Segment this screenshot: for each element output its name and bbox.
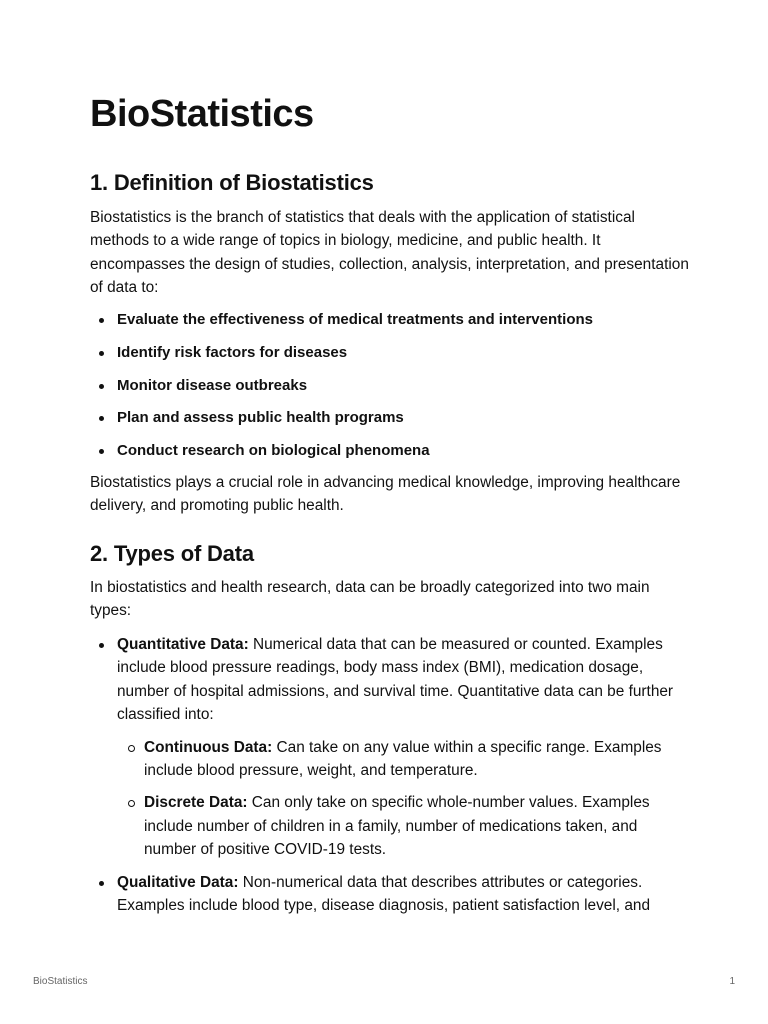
qualitative-text: Non-numerical data that describes attributes or categories. Examples include blood type, disease diagnosis, patient satisfaction level, and: [117, 873, 651, 915]
footer-document-title: BioStatistics: [33, 976, 88, 987]
list-item-qualitative: [90, 871, 690, 918]
continuous-term: Continuous Data:: [144, 738, 273, 756]
discrete-term: Discrete Data:: [144, 794, 248, 812]
section-heading-definition: 1. Definition of Biostatistics: [90, 170, 374, 195]
section-heading-types: 2. Types of Data: [90, 541, 254, 566]
role-paragraph: Biostatistics plays a crucial role in advancing medical knowledge, improving healthcare delivery, and promoting public health.: [90, 474, 681, 515]
list-item-continuous: [117, 736, 690, 783]
discrete-text: Can only take on specific whole-number values. Examples include number of children in a family, number of medications taken, and number of positive COVID-19 tests.: [144, 794, 650, 859]
list-item-discrete: [117, 791, 690, 861]
footer-page-number: 1: [729, 976, 735, 987]
list-item-quantitative: [90, 633, 690, 862]
quantitative-sublist: [117, 736, 690, 862]
list-item: Identify risk factors for diseases: [90, 341, 690, 364]
types-intro-paragraph: In biostatistics and health research, data can be broadly categorized into two main types:: [90, 579, 650, 620]
definition-paragraph: Biostatistics is the branch of statistics that deals with the application of statistical methods to a wide range of topics in biology, medicine, and public health. It encompasses the design of studies, collection, analysis, interpretation, and presentation of data to:: [90, 209, 689, 297]
qualitative-term: Qualitative Data:: [117, 873, 239, 891]
page-title: BioStatistics: [90, 93, 314, 135]
data-types-list: [90, 633, 690, 917]
quantitative-text: Numerical data that can be measured or counted. Examples include blood pressure readings, body mass index (BMI), medication dosage, number of hospital admissions, and survival time. Quantitative data can be further classified into:: [117, 636, 674, 724]
quantitative-term: Quantitative Data:: [117, 636, 249, 653]
continuous-text: Can take on any value within a specific range. Examples include blood pressure, weight, and temperature.: [144, 738, 662, 780]
uses-list: [90, 308, 690, 463]
list-item: Monitor disease outbreaks: [90, 374, 690, 397]
list-item: Plan and assess public health programs: [90, 406, 690, 429]
list-item: Evaluate the effectiveness of medical treatments and interventions: [90, 308, 690, 331]
list-item: Conduct research on biological phenomena: [90, 439, 690, 462]
